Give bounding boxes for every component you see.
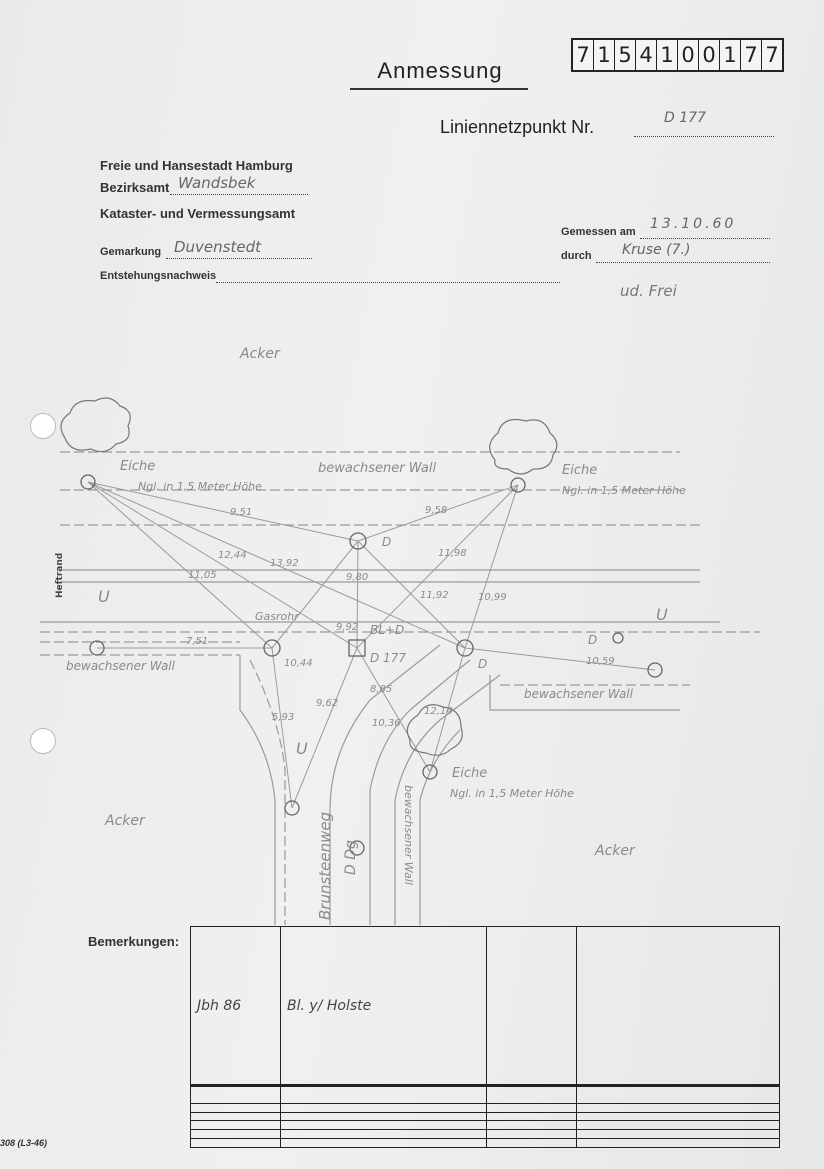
form-number-digit: 7	[573, 40, 594, 70]
title-underline	[350, 88, 528, 90]
measurement: 10,36	[372, 718, 401, 729]
origin-line	[216, 282, 560, 283]
remarks-cell	[281, 1130, 487, 1139]
point-code: D	[382, 535, 392, 549]
remarks-cell	[577, 1139, 780, 1148]
point-code: BL+D	[370, 623, 405, 637]
remarks-cell	[191, 1130, 281, 1139]
remarks-row	[191, 1121, 780, 1130]
remarks-cell	[577, 1103, 780, 1112]
remarks-row	[191, 1130, 780, 1139]
measured-note: ud. Frei	[620, 282, 677, 300]
remarks-table	[190, 926, 780, 1148]
remarks-cell: Bl. y/ Holste	[281, 927, 487, 1086]
gemarkung-line	[166, 258, 312, 259]
form-number-digit: 1	[594, 40, 615, 70]
measurement: 9,92	[336, 622, 359, 633]
measurement: 9,62	[316, 698, 339, 709]
boundary-lines	[40, 452, 760, 925]
tree-label: Eiche	[562, 463, 598, 478]
measured-date-label: Gemessen am	[561, 226, 636, 238]
remarks-cell	[487, 1086, 577, 1104]
authority-line1: Freie und Hansestadt Hamburg	[100, 158, 293, 173]
measurement: 11,05	[188, 570, 217, 581]
wall-label: bewachsener Wall	[402, 785, 415, 885]
form-number-box	[571, 38, 784, 72]
form-number-digit: 7	[765, 43, 779, 67]
measured-by-label: durch	[561, 250, 592, 262]
point-number-line	[634, 136, 774, 137]
field-label: Acker	[105, 813, 145, 829]
measured-date-line	[640, 238, 770, 239]
wall-label: bewachsener Wall	[318, 461, 437, 476]
district-value: Wandsbek	[178, 174, 256, 192]
district-label: Bezirksamt	[100, 180, 170, 195]
point-number-value: D 177	[664, 110, 706, 126]
remarks-cell	[281, 1086, 487, 1104]
page-title: Anmessung	[377, 58, 503, 83]
point-code: U	[656, 605, 668, 624]
remarks-cell	[281, 1112, 487, 1121]
form-number-digit: 1	[720, 40, 741, 70]
point-code: D 177	[370, 651, 406, 665]
point-code: Gasrohr	[255, 610, 299, 623]
wall-label: bewachsener Wall	[524, 687, 633, 701]
remarks-row	[191, 1139, 780, 1148]
remarks-cell	[191, 1121, 281, 1130]
remarks-cell	[487, 1121, 577, 1130]
remarks-cell	[191, 1086, 281, 1104]
point-label: Liniennetzpunkt Nr.	[440, 117, 595, 137]
gemarkung-label: Gemarkung	[100, 246, 162, 258]
field-label: Acker	[595, 843, 635, 859]
tree-label: Eiche	[452, 766, 488, 781]
remarks-cell	[577, 1121, 780, 1130]
road-label: Brunsteenweg	[316, 811, 334, 920]
gemarkung-value: Duvenstedt	[174, 238, 261, 256]
measurement: 10,44	[284, 658, 313, 669]
measurement: 9,80	[346, 572, 369, 583]
field-label: Acker	[240, 346, 280, 362]
form-number-digit: 0	[678, 40, 699, 70]
measurement: 13,92	[270, 558, 299, 569]
remarks-cell	[577, 1130, 780, 1139]
form-number-digit: 5	[615, 40, 636, 70]
tree-note: Ngl. in 1,5 Meter Höhe	[562, 484, 686, 497]
office-label: Kataster- und Vermessungsamt	[100, 206, 296, 221]
remarks-row	[191, 1086, 780, 1104]
measurement: 10,99	[478, 592, 507, 603]
remarks-cell	[281, 1103, 487, 1112]
tree-label: Eiche	[120, 459, 156, 474]
measurement: 7,51	[186, 636, 209, 647]
measured-by-value: Kruse (7.)	[622, 242, 691, 258]
measured-date-value: 13.10.60	[650, 216, 737, 232]
side-label: Heftrand	[55, 552, 65, 598]
remarks-cell	[487, 1139, 577, 1148]
measurement: 8,85	[370, 684, 393, 695]
measurement: 11,98	[438, 548, 467, 559]
tree-note: Ngl. in 1,5 Meter Höhe	[450, 787, 574, 800]
measurement: 9,51	[230, 507, 253, 518]
remarks-cell	[577, 1112, 780, 1121]
district-line	[170, 194, 308, 195]
form-number-digit: 7	[741, 40, 762, 70]
measurement: 11,92	[420, 590, 449, 601]
tree-note: Ngl. in 1,5 Meter Höhe	[138, 480, 262, 493]
footer-code: 308 (L3-46)	[0, 1138, 48, 1148]
remarks-cell	[577, 1086, 780, 1104]
point-code: D	[588, 633, 598, 647]
measurement: 9,58	[425, 505, 448, 516]
form-number-digit: 1	[657, 40, 678, 70]
measurement-rays	[88, 482, 655, 808]
remarks-cell	[487, 1130, 577, 1139]
remarks-cell	[191, 1112, 281, 1121]
wall-label: bewachsener Wall	[66, 659, 175, 673]
remarks-row	[191, 927, 780, 1086]
remarks-label: Bemerkungen:	[88, 934, 180, 949]
road-code: D Dg	[343, 840, 359, 875]
measurement: 12,44	[218, 550, 247, 561]
measurement: 12,14	[424, 706, 453, 717]
remarks-cell	[191, 1103, 281, 1112]
remarks-row	[191, 1112, 780, 1121]
survey-sketch	[0, 330, 824, 925]
form-number-digit: 0	[699, 40, 720, 70]
remarks-row	[191, 1103, 780, 1112]
remarks-cell: Jbh 86	[191, 927, 281, 1086]
point-code: U	[296, 739, 308, 758]
remarks-cell	[281, 1121, 487, 1130]
remarks-cell	[487, 1112, 577, 1121]
point-code: D	[478, 657, 488, 671]
measurement: 10,59	[586, 656, 615, 667]
remarks-cell	[281, 1139, 487, 1148]
remarks-cell	[487, 927, 577, 1086]
remarks-cell	[487, 1103, 577, 1112]
measurement: 5,93	[272, 712, 295, 723]
remarks-cell	[191, 1139, 281, 1148]
form-number-digit: 4	[636, 40, 657, 70]
measured-by-line	[596, 262, 770, 263]
remarks-cell	[577, 927, 780, 1086]
origin-label: Entstehungsnachweis	[100, 270, 217, 282]
point-code: U	[98, 587, 110, 606]
